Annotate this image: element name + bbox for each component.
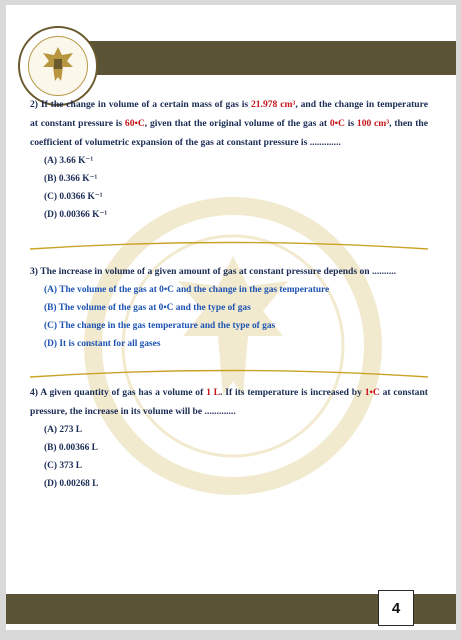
highlight-value: 100 cm³ (356, 118, 390, 129)
highlight-value: 1 L (206, 387, 221, 398)
option-d[interactable]: (D) It is constant for all gases (44, 339, 161, 349)
option-d[interactable]: (D) 0.00268 L (44, 479, 99, 489)
page-number: 4 (378, 590, 414, 626)
text-segment: at constant pressure, the increase in its volume will be ............. (30, 387, 429, 417)
question-number: 3) (30, 266, 38, 277)
option-c[interactable]: (C) 0.0366 K⁻¹ (44, 192, 103, 202)
text-segment: , then the coefficient of volumetric expansion of the gas at constant pressure is ............. (30, 118, 428, 148)
section-divider (30, 240, 428, 254)
logo-eagle-emblem (28, 36, 88, 96)
question-number: 2) (30, 99, 38, 110)
text-segment: is (344, 118, 357, 129)
text-segment: A given quantity of gas has a volume of (40, 387, 207, 398)
text-segment: , given that the original volume of the gas at (144, 118, 330, 129)
page-frame-right (456, 0, 461, 640)
option-c[interactable]: (C) The change in the gas temperature and the type of gas (44, 321, 276, 331)
highlight-value: 1•C (364, 387, 380, 398)
question-text (30, 262, 428, 281)
text-segment: . If its temperature is increased by (220, 387, 365, 398)
header-band (50, 41, 456, 75)
page-frame-top (6, 0, 456, 5)
question-number: 4) (30, 387, 38, 398)
ministry-logo (18, 26, 98, 106)
page-frame-left (0, 0, 6, 640)
option-a[interactable]: (A) The volume of the gas at 0•C and the change in the gas temperature (44, 285, 330, 295)
section-divider (30, 368, 428, 382)
option-b[interactable]: (B) The volume of the gas at 0•C and the type of gas (44, 303, 251, 313)
page-frame-bottom (6, 630, 456, 640)
highlight-value: 21.978 cm³ (250, 99, 296, 110)
text-segment: The increase in volume of a given amount of gas at constant pressure depends on .......... (40, 266, 397, 277)
highlight-value: 60•C (124, 118, 145, 129)
option-a[interactable]: (A) 3.66 K⁻¹ (44, 156, 94, 166)
questions-area (30, 95, 428, 493)
text-segment: If the change in volume of a certain mass of gas is (40, 99, 251, 110)
question-4 (30, 383, 428, 493)
option-b[interactable]: (B) 0.366 K⁻¹ (44, 174, 98, 184)
option-b[interactable]: (B) 0.00366 L (44, 443, 98, 453)
eagle-icon (29, 37, 87, 95)
text-segment: , and the change in temperature at constant pressure is (30, 99, 428, 129)
highlight-value: 0•C (329, 118, 345, 129)
option-a[interactable]: (A) 273 L (44, 425, 83, 435)
question-text (30, 383, 428, 421)
option-c[interactable]: (C) 373 L (44, 461, 83, 471)
question-3 (30, 262, 428, 353)
option-d[interactable]: (D) 0.00366 K⁻¹ (44, 210, 108, 220)
question-2 (30, 95, 428, 224)
question-text (30, 95, 428, 152)
